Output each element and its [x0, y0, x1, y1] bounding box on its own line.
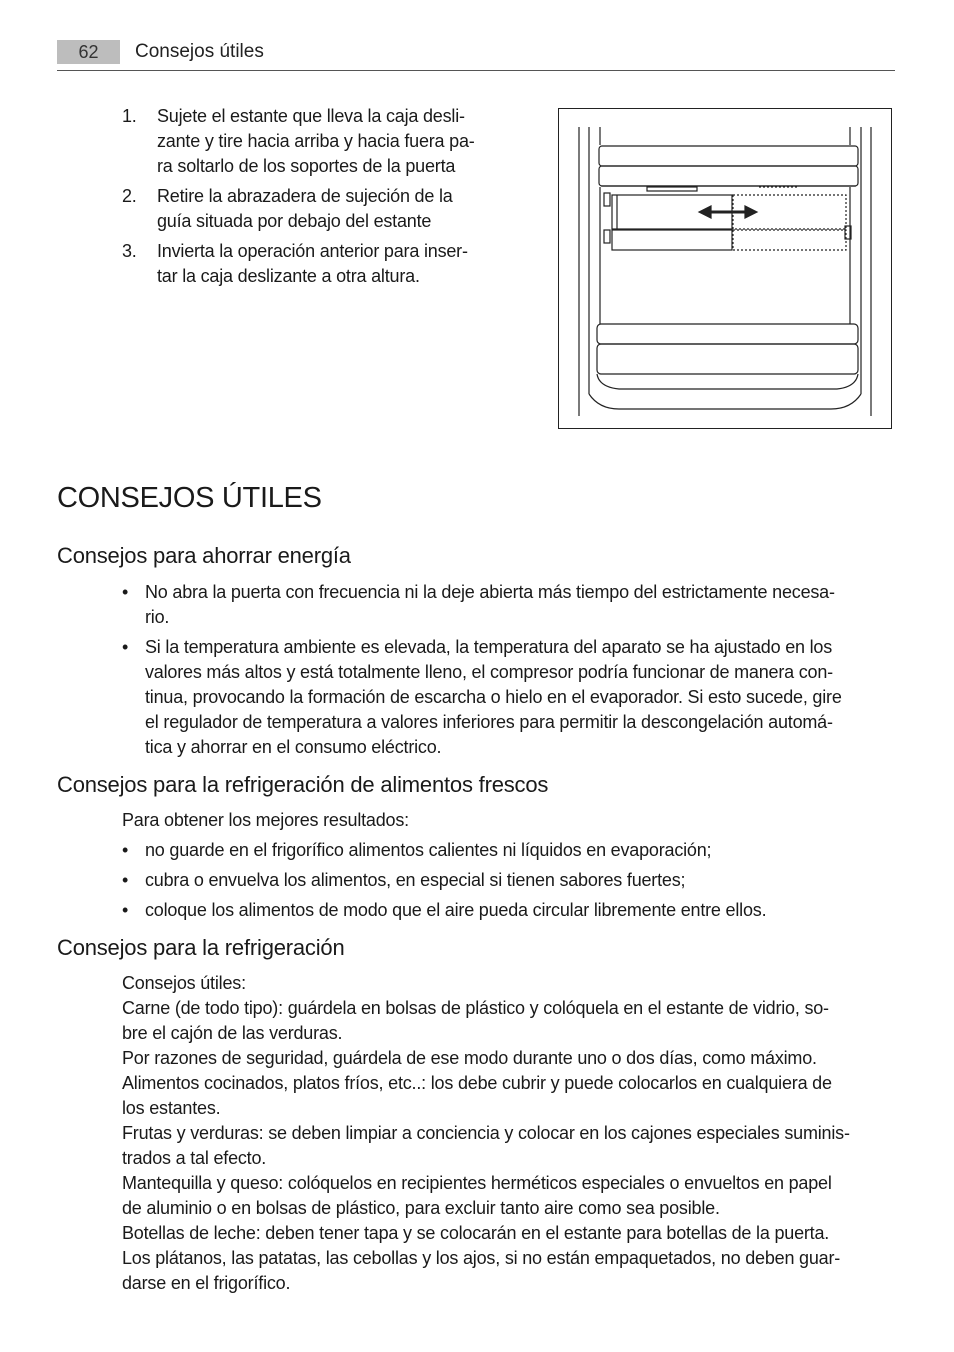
- step-number: 1.: [122, 106, 137, 126]
- text-line: Carne (de todo tipo): guárdela en bolsas de plástico y colóquela en el estante de vidrio, so-: [122, 998, 829, 1018]
- text-line: Consejos útiles:: [122, 973, 246, 993]
- bullet-line: cubra o envuelva los alimentos, en especial si tienen sabores fuertes;: [145, 870, 686, 890]
- refrigeration-text: [122, 971, 894, 1296]
- step-item: [122, 184, 512, 234]
- bullet-icon: •: [122, 582, 129, 602]
- bullet-line: No abra la puerta con frecuencia ni la deje abierta más tiempo del estrictamente necesa-: [145, 582, 835, 602]
- page-number: 62: [57, 40, 120, 64]
- list-item: [122, 898, 894, 923]
- step-line: Sujete el estante que lleva la caja desli-: [157, 106, 465, 126]
- step-number: 2.: [122, 186, 137, 206]
- step-line: ra soltarlo de los soportes de la puerta: [157, 156, 456, 176]
- bullet-line: el regulador de temperatura a valores inferiores para permitir la descongelación automá-: [145, 712, 833, 732]
- list-item: [122, 868, 894, 893]
- running-title: Consejos útiles: [135, 41, 264, 62]
- section-title-fresh: Consejos para la refrigeración de alimentos frescos: [57, 772, 549, 797]
- bullet-line: tinua, provocando la formación de escarcha o hielo en el evaporador. Si esto sucede, gire: [145, 687, 842, 707]
- fresh-intro: Para obtener los mejores resultados:: [122, 810, 409, 830]
- bullet-line: tica y ahorrar en el consumo eléctrico.: [145, 737, 442, 757]
- text-line: Mantequilla y queso: colóquelos en recipientes herméticos especiales o envueltos en papel: [122, 1173, 832, 1193]
- bullet-line: rio.: [145, 607, 170, 627]
- text-line: Por razones de seguridad, guárdela de ese modo durante uno o dos días, como máximo.: [122, 1048, 817, 1068]
- fridge-door-figure: [558, 108, 892, 429]
- list-item: [122, 580, 894, 630]
- page-header: [57, 38, 895, 71]
- text-line: de aluminio o en bolsas de plástico, para excluir tanto aire como sea posible.: [122, 1198, 720, 1218]
- list-item: [122, 635, 894, 760]
- text-line: darse en el frigorífico.: [122, 1273, 291, 1293]
- list-item: [122, 838, 894, 863]
- text-line: trados a tal efecto.: [122, 1148, 267, 1168]
- steps-list: [122, 104, 512, 294]
- step-line: Invierta la operación anterior para inser-: [157, 241, 468, 261]
- section-title-refrigeration: Consejos para la refrigeración: [57, 935, 345, 960]
- step-item: [122, 104, 512, 179]
- bullet-icon: •: [122, 900, 129, 920]
- text-line: los estantes.: [122, 1098, 221, 1118]
- fresh-bullets: [122, 838, 894, 928]
- step-line: tar la caja deslizante a otra altura.: [157, 266, 420, 286]
- step-item: [122, 239, 512, 289]
- text-line: Frutas y verduras: se deben limpiar a conciencia y colocar en los cajones especiales suminis-: [122, 1123, 850, 1143]
- bullet-icon: •: [122, 840, 129, 860]
- step-number: 3.: [122, 241, 137, 261]
- section-title-energy: Consejos para ahorrar energía: [57, 543, 351, 568]
- step-line: zante y tire hacia arriba y hacia fuera pa-: [157, 131, 475, 151]
- fridge-door-shelf-icon: [559, 109, 891, 428]
- text-line: Los plátanos, las patatas, las cebollas y los ajos, si no están empaquetados, no deben guar-: [122, 1248, 841, 1268]
- main-title: CONSEJOS ÚTILES: [57, 482, 322, 514]
- bullet-icon: •: [122, 870, 129, 890]
- energy-bullets: [122, 580, 894, 765]
- step-line: Retire la abrazadera de sujeción de la: [157, 186, 453, 206]
- step-line: guía situada por debajo del estante: [157, 211, 432, 231]
- text-line: Botellas de leche: deben tener tapa y se colocarán en el estante para botellas de la puerta.: [122, 1223, 830, 1243]
- text-line: bre el cajón de las verduras.: [122, 1023, 343, 1043]
- bullet-line: valores más altos y está totalmente lleno, el compresor podría funcionar de manera con-: [145, 662, 833, 682]
- bullet-icon: •: [122, 637, 129, 657]
- bullet-line: no guarde en el frigorífico alimentos calientes ni líquidos en evaporación;: [145, 840, 712, 860]
- text-line: Alimentos cocinados, platos fríos, etc..: los debe cubrir y puede colocarlos en cualquiera de: [122, 1073, 832, 1093]
- bullet-line: Si la temperatura ambiente es elevada, la temperatura del aparato se ha ajustado en los: [145, 637, 833, 657]
- bullet-line: coloque los alimentos de modo que el aire pueda circular libremente entre ellos.: [145, 900, 767, 920]
